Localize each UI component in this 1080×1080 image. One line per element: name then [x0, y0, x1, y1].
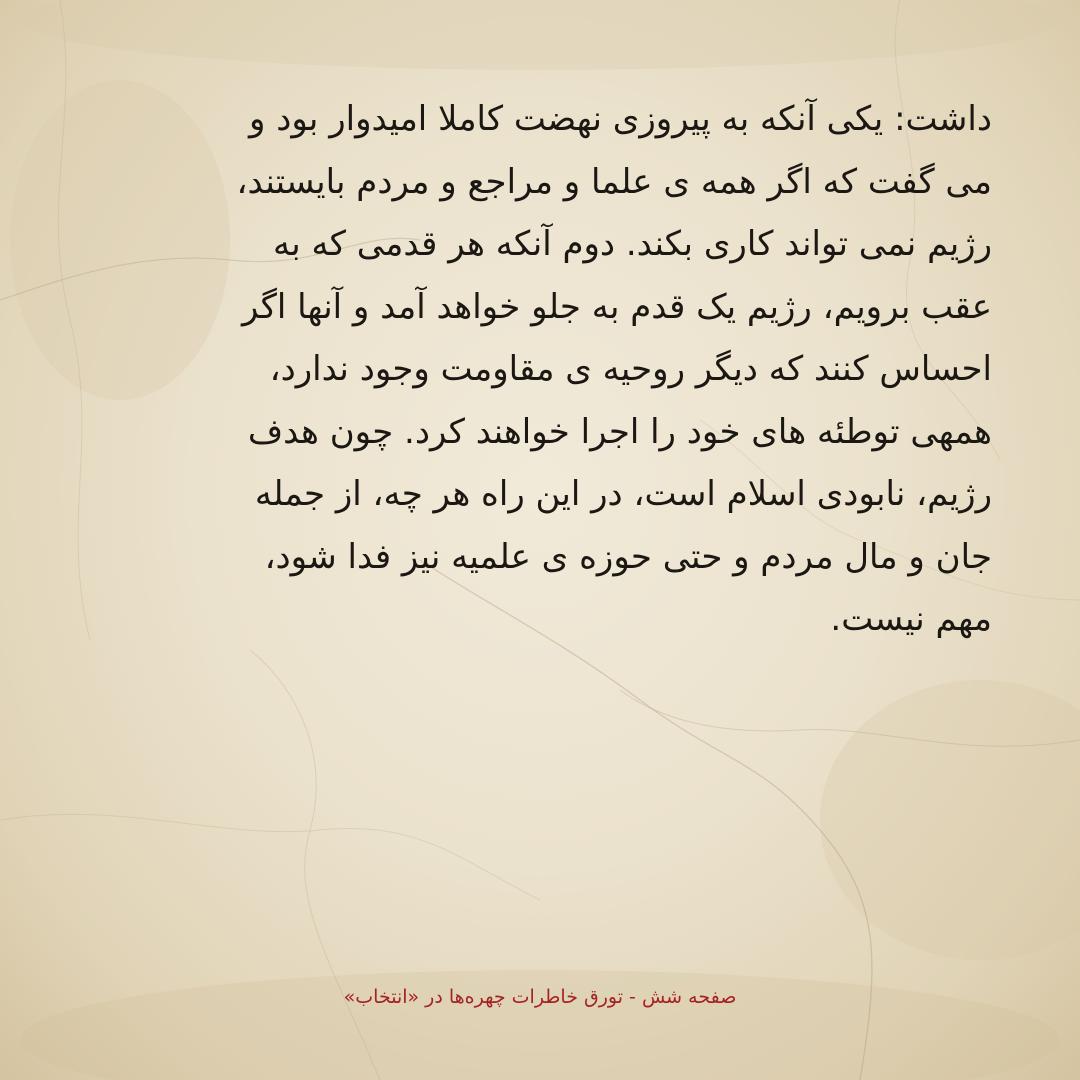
body-line: مهم نیست. — [830, 599, 992, 639]
body-line: جان و مال مردم و حتی حوزه ی علمیه نیز فدا شود، — [264, 536, 992, 577]
body-line: همهی توطئه های خود را اجرا خواهند کرد. چون هدف — [247, 411, 992, 452]
body-line: احساس کنند که دیگر روحیه ی مقاومت وجود ندارد، — [269, 349, 992, 389]
body-line: رژیم نمی تواند کاری بکند. دوم آنکه هر قدمی که به — [273, 224, 992, 264]
body-line: رژیم، نابودی اسلام است، در این راه هر چه، از جمله — [254, 474, 992, 514]
footer-caption: صفحه شش - تورق خاطرات چهره‌ها در «انتخاب» — [343, 986, 737, 1008]
body-line: می گفت که اگر همه ی علما و مراجع و مردم بایستند، — [236, 161, 992, 202]
memoir-body-text — [88, 88, 992, 651]
body-line: داشت: یکی آنکه به پیروزی نهضت کاملا امیدوار بود و — [249, 99, 992, 139]
body-line: عقب برویم، رژیم یک قدم به جلو خواهد آمد و آنها اگر — [241, 286, 992, 327]
